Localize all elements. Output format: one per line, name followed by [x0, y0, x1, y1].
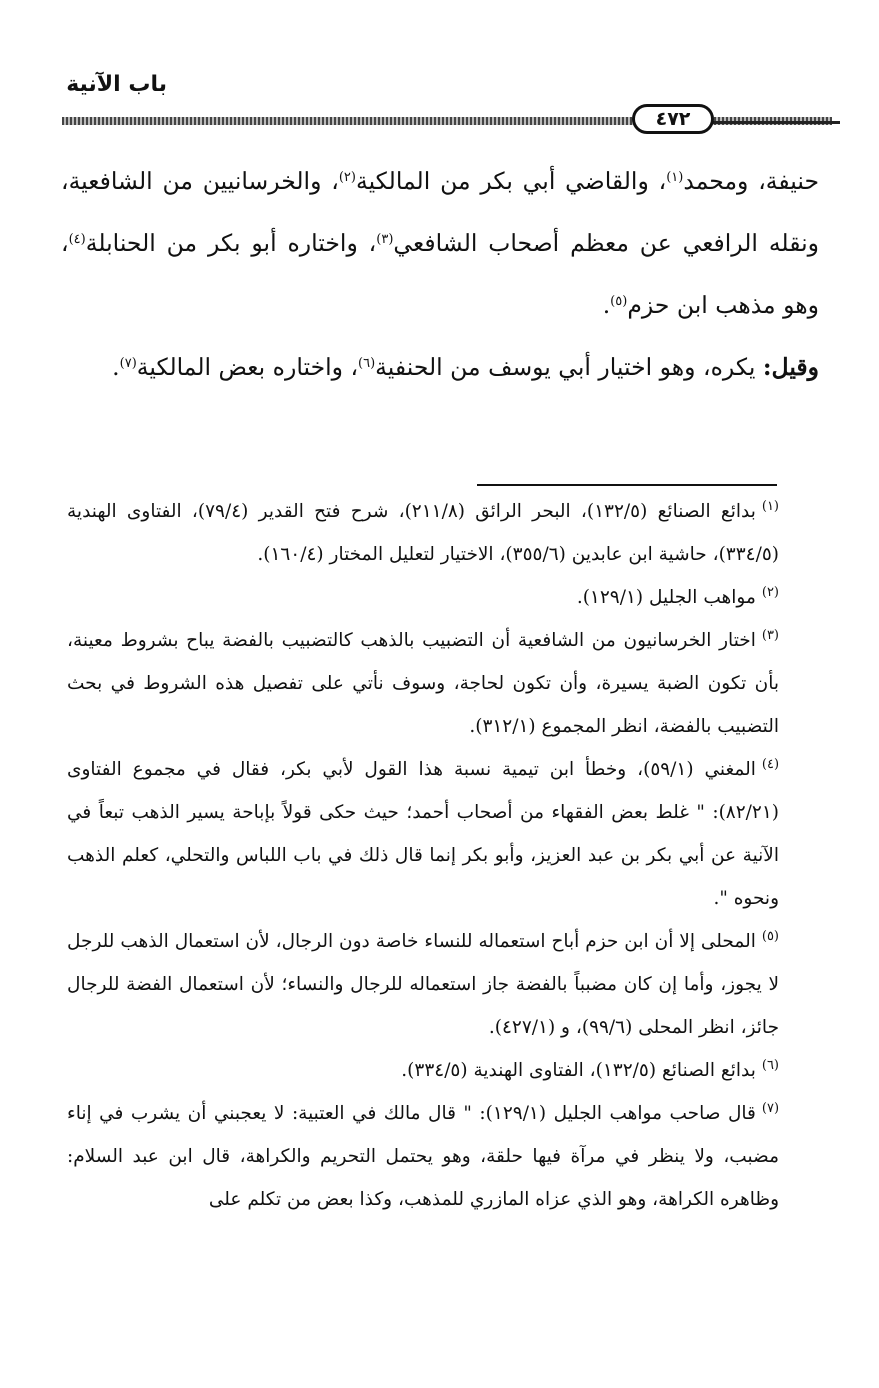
footnote-ref-5[interactable]: (٥) — [610, 294, 628, 309]
footnote-divider — [477, 484, 777, 486]
paragraph-lead: وقيل: — [762, 353, 819, 381]
text-run: ، والخرسانيين من الشافعية، ونقله الرافعي عن معظم أصحاب الشافعي — [61, 167, 819, 257]
footnotes — [67, 490, 819, 1221]
footnote-number: (٤) — [761, 757, 780, 772]
footnote-text: مواهب الجليل (١٢٩/١). — [576, 587, 756, 608]
header-divider-accent — [700, 121, 840, 124]
footnote-text: بدائع الصنائع (١٣٢/٥)، البحر الرائق (٢١١/٨)، شرح فتح القدير (٧٩/٤)، الفتاوى الهندية (٣٣٤/٥)، حاشية ابن عابدين (٣٥٥/٦)، الاختيار لتعليل المختار (١٦٠/٤). — [67, 501, 779, 565]
paragraph-2 — [61, 336, 819, 398]
footnote-ref-4[interactable]: (٤) — [68, 232, 86, 247]
text-run: ، والقاضي أبي بكر من المالكية — [355, 167, 667, 195]
footnote-text: بدائع الصنائع (١٣٢/٥)، الفتاوى الهندية (٣٣٤/٥). — [401, 1060, 756, 1081]
text-run: . — [602, 291, 611, 319]
text-run: ، واختاره أبو بكر من الحنابلة — [85, 229, 377, 257]
footnote-ref-2[interactable]: (٢) — [338, 170, 356, 185]
footnote-4 — [67, 748, 819, 920]
text-run: يكره، وهو اختيار أبي يوسف من الحنفية — [375, 353, 763, 381]
footnote-ref-3[interactable]: (٣) — [376, 232, 394, 247]
footnote-1 — [67, 490, 819, 576]
footnote-2 — [67, 576, 819, 619]
text-run: حنيفة، ومحمد — [683, 167, 819, 195]
text-run: ، واختاره بعض المالكية — [136, 353, 359, 381]
footnote-number: (١) — [761, 499, 779, 514]
footnote-ref-1[interactable]: (١) — [666, 170, 684, 185]
footnote-number: (٣) — [761, 628, 779, 643]
footnote-number: (٥) — [761, 929, 779, 944]
page-number: ٤٧٢ — [632, 104, 714, 134]
paragraph-1 — [61, 150, 819, 336]
footnote-6 — [67, 1049, 819, 1092]
footnote-ref-7[interactable]: (٧) — [119, 356, 137, 371]
chapter-title: باب الآنية — [66, 72, 167, 97]
footnote-text: اختار الخرسانيون من الشافعية أن التضبيب بالذهب كالتضبيب بالفضة يباح بشروط معينة، بأن تكون الضبة يسيرة، وأن تكون لحاجة، وسوف نأتي على تفصيل هذه الشروط في بحث التضبيب بالفضة، انظر المجموع (٣١٢/١). — [67, 630, 779, 737]
footnote-number: (٧) — [761, 1101, 780, 1116]
footnote-text: المغني (٥٩/١)، وخطأ ابن تيمية نسبة هذا القول لأبي بكر، فقال في مجموع الفتاوى (٨٢/٢١): " غلط بعض الفقهاء من أصحاب أحمد؛ حيث حكى قولاً بإباحة يسير الذهب تبعاً في الآنية عن أبي بكر بن عبد العزيز، وأبو بكر إنما قال ذلك في باب اللباس والتحلي، كعلم الذهب ونحوه ". — [67, 759, 779, 909]
footnote-text: قال صاحب مواهب الجليل (١٢٩/١): " قال مالك في العتبية: لا يعجبني أن يشرب في إناء مضبب، ولا ينظر في مرآة فيها حلقة، وهو يحتمل التحريم والكراهة، قال ابن عبد السلام: وظاهره الكراهة، وهو الذي عزاه المازري للمذهب، وكذا بعض من تكلم على — [67, 1103, 779, 1210]
text-run: . — [112, 353, 120, 381]
footnote-number: (٦) — [761, 1058, 779, 1073]
footnote-text: المحلى إلا أن ابن حزم أباح استعماله للنساء خاصة دون الرجال، لأن استعمال الذهب للرجل لا يجوز، وأما إن كان مضبباً بالفضة جاز استعماله للرجال والنساء؛ لأن استعمال الفضة للرجال جائز، انظر المحلى (٩٩/٦)، و (٤٢٧/١). — [67, 931, 779, 1038]
footnote-5 — [67, 920, 819, 1049]
footnote-7 — [67, 1092, 819, 1221]
main-text — [61, 150, 819, 398]
footnote-number: (٢) — [761, 585, 779, 600]
text-run: ، وهو مذهب ابن حزم — [61, 229, 819, 319]
footnote-ref-6[interactable]: (٦) — [358, 356, 376, 371]
footnote-3 — [67, 619, 819, 748]
